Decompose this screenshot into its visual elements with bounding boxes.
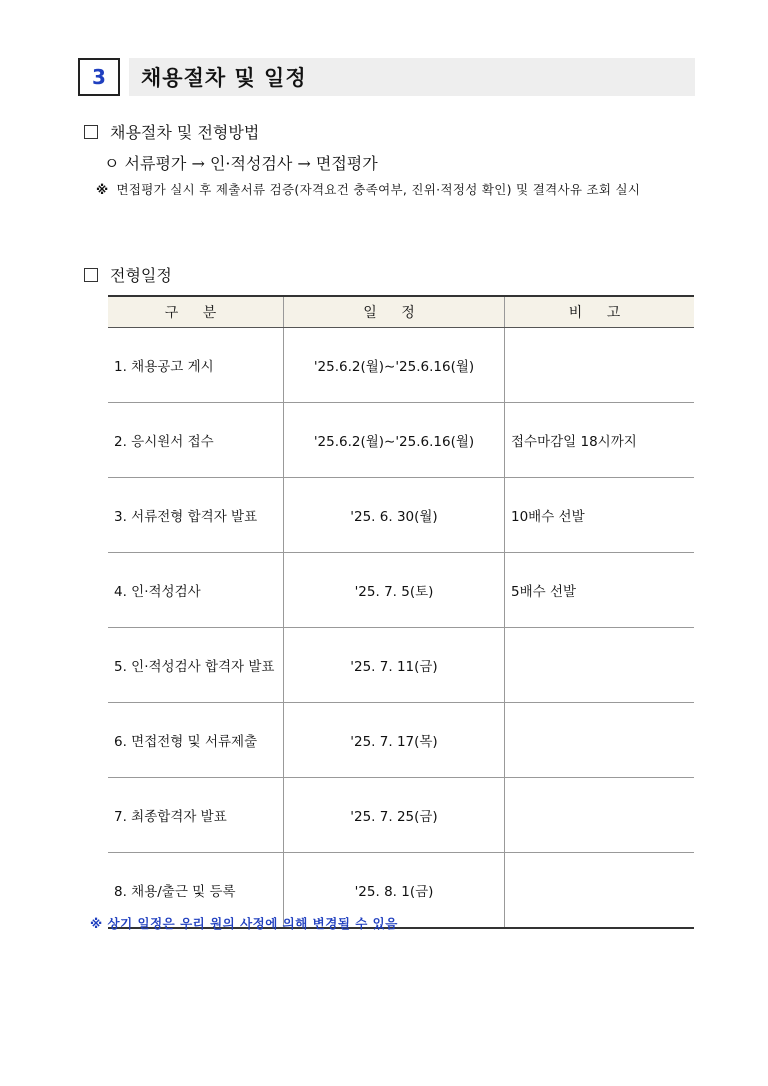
remark-cell: 5배수 선발 <box>505 553 695 628</box>
table-row <box>108 703 694 778</box>
column-header: 비 고 <box>505 296 695 328</box>
table-row <box>108 778 694 853</box>
table-row <box>108 478 694 553</box>
table-row <box>108 403 694 478</box>
stage-cell: 6. 면접전형 및 서류제출 <box>108 703 284 778</box>
date-cell: '25.6.2(월)∼'25.6.16(월) <box>284 328 505 403</box>
date-cell: '25. 8. 1(금) <box>284 853 505 929</box>
schedule-table <box>108 295 694 929</box>
remark-cell: 접수마감일 18시까지 <box>505 403 695 478</box>
section-title: 채용절차 및 일정 <box>129 58 695 96</box>
remark-cell: 10배수 선발 <box>505 478 695 553</box>
procedure-steps: ㅇ 서류평가 → 인·적성검사 → 면접평가 <box>104 154 378 173</box>
stage-cell: 2. 응시원서 접수 <box>108 403 284 478</box>
date-cell: '25. 7. 25(금) <box>284 778 505 853</box>
date-cell: '25. 7. 5(토) <box>284 553 505 628</box>
schedule-heading-text: 전형일정 <box>110 266 172 285</box>
table-row <box>108 628 694 703</box>
stage-cell: 7. 최종합격자 발표 <box>108 778 284 853</box>
procedure-note-text: 면접평가 실시 후 제출서류 검증(자격요건 충족여부, 진위·적정성 확인) 및 결격사유 조회 실시 <box>116 182 641 197</box>
remark-cell <box>505 853 695 929</box>
column-header: 구 분 <box>108 296 284 328</box>
stage-cell: 3. 서류전형 합격자 발표 <box>108 478 284 553</box>
date-cell: '25. 7. 17(목) <box>284 703 505 778</box>
remark-cell <box>505 778 695 853</box>
remark-cell <box>505 628 695 703</box>
procedure-note <box>96 179 696 201</box>
table-row <box>108 553 694 628</box>
stage-cell: 5. 인·적성검사 합격자 발표 <box>108 628 284 703</box>
table-header-row <box>108 296 694 328</box>
section-number: 3 <box>78 58 120 96</box>
procedure-heading <box>84 120 259 143</box>
table-row <box>108 328 694 403</box>
note-mark: ※ <box>96 182 109 197</box>
section-header <box>78 58 695 98</box>
remark-cell <box>505 328 695 403</box>
column-header: 일 정 <box>284 296 505 328</box>
remark-cell <box>505 703 695 778</box>
date-cell: '25.6.2(월)∼'25.6.16(월) <box>284 403 505 478</box>
date-cell: '25. 7. 11(금) <box>284 628 505 703</box>
stage-cell: 4. 인·적성검사 <box>108 553 284 628</box>
stage-cell: 1. 채용공고 게시 <box>108 328 284 403</box>
procedure-heading-text: 채용절차 및 전형방법 <box>110 123 260 142</box>
date-cell: '25. 6. 30(월) <box>284 478 505 553</box>
schedule-heading <box>84 263 172 286</box>
stage-cell: 8. 채용/출근 및 등록 <box>108 853 284 929</box>
footnote: ※ 상기 일정은 우리 원의 사정에 의해 변경될 수 있음 <box>90 916 398 931</box>
checkbox-square-icon <box>84 125 98 139</box>
checkbox-square-icon <box>84 268 98 282</box>
